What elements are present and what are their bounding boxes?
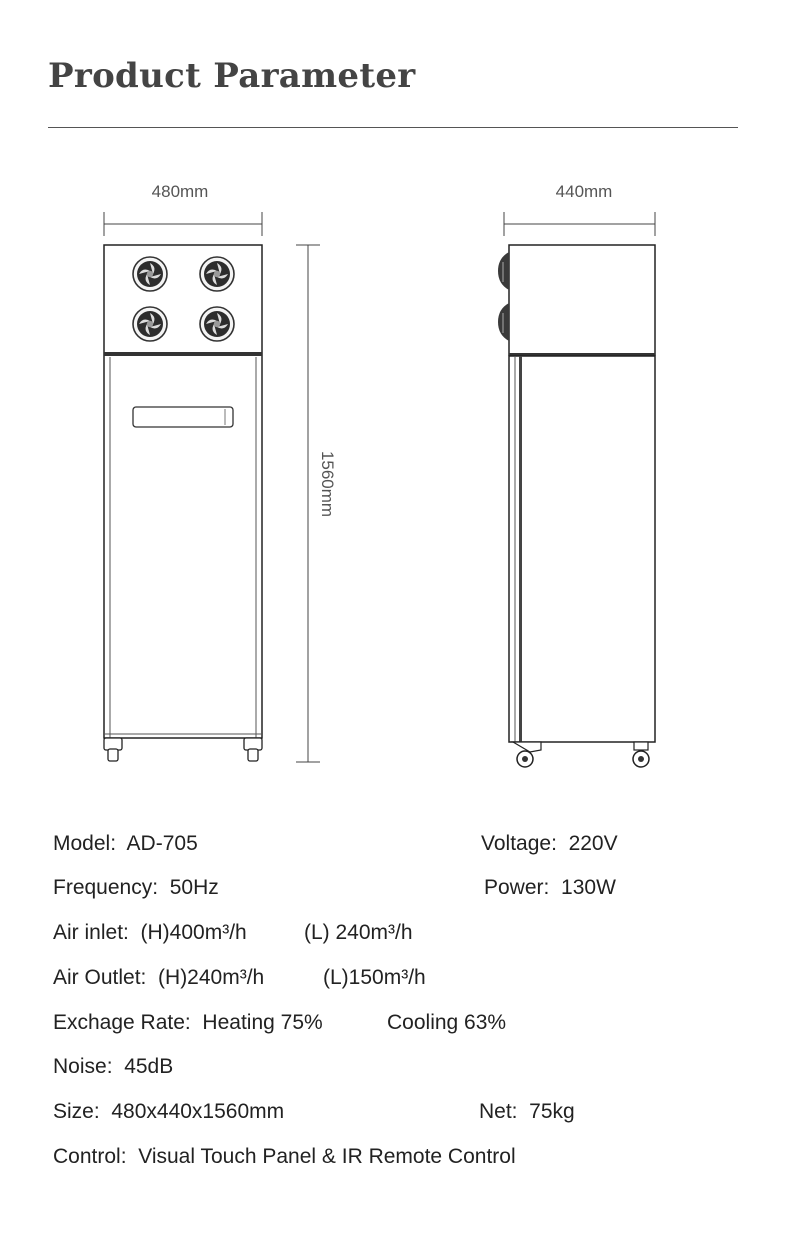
- side-right-caster: [633, 742, 649, 767]
- side-depth-dimension: [504, 182, 655, 236]
- side-left-caster: [513, 742, 541, 767]
- front-right-caster: [244, 738, 262, 761]
- spec-net-weight: Net: 75kg: [479, 1100, 575, 1123]
- spec-frequency: Frequency: 50Hz: [53, 876, 219, 899]
- height-label: 1560mm: [318, 450, 337, 518]
- front-top-divider: [104, 352, 262, 356]
- page-title: Product Parameter: [48, 56, 416, 96]
- spec-air-inlet-low: (L) 240m³/h: [304, 921, 413, 944]
- spec-air-inlet-high: Air inlet: (H)400m³/h: [53, 921, 247, 944]
- front-width-dimension: [104, 182, 262, 236]
- spec-exchange-cooling: Cooling 63%: [387, 1011, 507, 1034]
- side-view: [498, 182, 655, 767]
- side-upper-section: [509, 245, 655, 355]
- fan-icon: [200, 307, 234, 341]
- front-view: [104, 182, 262, 761]
- spec-power: Power: 130W: [484, 876, 616, 899]
- side-depth-label: 440mm: [555, 182, 613, 201]
- display-panel: [133, 407, 233, 427]
- front-cabinet-body: [104, 245, 262, 738]
- spec-noise: Noise: 45dB: [53, 1055, 174, 1078]
- front-left-caster: [104, 738, 122, 761]
- spec-voltage: Voltage: 220V: [481, 832, 618, 855]
- spec-control: Control: Visual Touch Panel & IR Remote Control: [53, 1145, 516, 1168]
- height-dimension: [296, 245, 337, 762]
- fan-icon: [133, 307, 167, 341]
- spec-exchange-heating: Exchage Rate: Heating 75%: [53, 1011, 323, 1034]
- fan-icon: [133, 257, 167, 291]
- spec-size: Size: 480x440x1560mm: [53, 1100, 285, 1123]
- fan-icon: [200, 257, 234, 291]
- front-width-label: 480mm: [151, 182, 209, 201]
- spec-model: Model: AD-705: [53, 832, 198, 855]
- side-lower-section: [509, 356, 655, 742]
- spec-air-outlet-high: Air Outlet: (H)240m³/h: [53, 966, 265, 989]
- spec-air-outlet-low: (L)150m³/h: [323, 966, 426, 989]
